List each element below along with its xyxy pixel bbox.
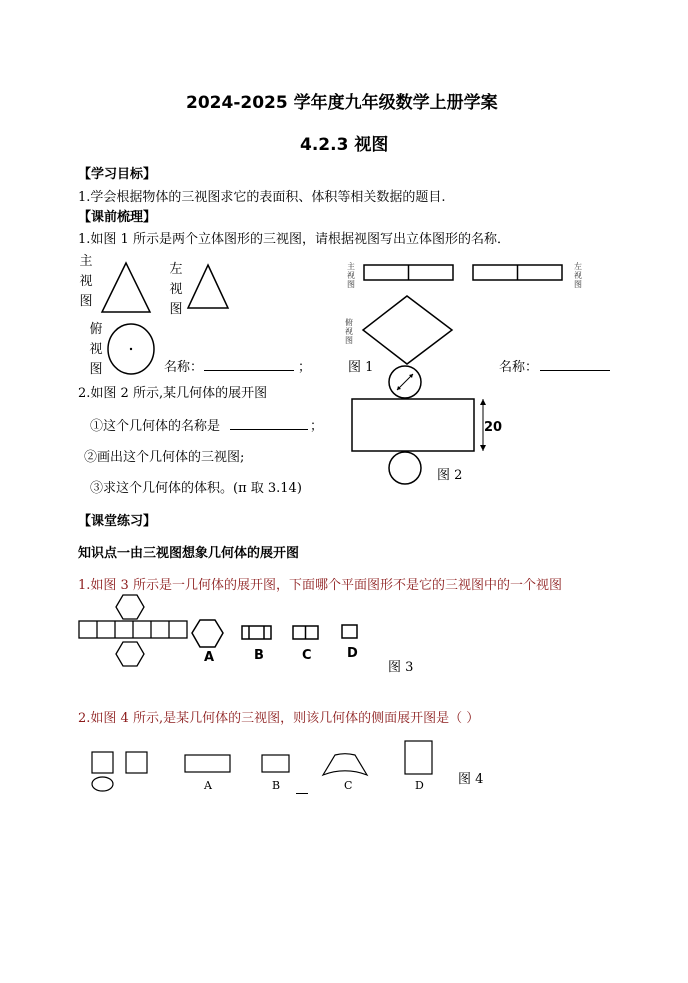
- top-view-label: 俯视图: [89, 322, 103, 377]
- prism-top-view: [362, 295, 454, 367]
- practice-question-1: 1.如图 3 所示是一几何体的展开图，下面哪个平面图形不是它的三视图中的一个视图: [78, 578, 562, 593]
- review-question-1: 1.如图 1 所示是两个立体图形的三视图，请根据视图写出立体图形的名称．: [78, 232, 510, 247]
- left-view-label-small: 左视图: [574, 262, 582, 289]
- option-d-label: D: [347, 646, 358, 661]
- top-view-label-small: 俯视图: [345, 318, 353, 345]
- page-title: 2024-2025 学年度九年级数学上册学案: [186, 93, 498, 113]
- left-view-label: 左视图: [169, 262, 183, 317]
- cone-left-view: [186, 264, 230, 310]
- fig4-option-c-label: C: [344, 779, 353, 792]
- option-c-shape: [292, 625, 320, 641]
- option-a-rectangle: [184, 754, 232, 774]
- option-c-label: C: [302, 648, 312, 663]
- option-d-shape: [341, 624, 359, 640]
- name-label-left: 名称：: [164, 360, 204, 375]
- front-view-label-small: 主视图: [347, 262, 355, 289]
- semicolon: ；: [298, 360, 312, 375]
- option-b-shape: [241, 625, 273, 641]
- dimension-label: 20: [484, 420, 503, 435]
- answer-blank-left[interactable]: [204, 370, 294, 371]
- option-a-hexagon: [191, 619, 225, 649]
- answer-blank-right[interactable]: [540, 370, 610, 371]
- option-b-label: B: [254, 648, 264, 663]
- option-a-label: A: [204, 650, 215, 665]
- prism-left-view: [472, 264, 564, 282]
- cone-front-view: [100, 262, 152, 314]
- fig4-option-a-label: A: [204, 779, 212, 792]
- answer-blank-fig4[interactable]: [296, 793, 308, 794]
- q2-answer-blank[interactable]: [230, 429, 308, 430]
- objective-item: 1.学会根据物体的三视图求它的表面积、体积等相关数据的题目.: [78, 190, 446, 205]
- prism-front-view: [363, 264, 455, 282]
- figure-1-caption: 图 1: [348, 360, 374, 375]
- name-label-right: 名称：: [499, 360, 539, 375]
- q2-sub-3: ③求这个几何体的体积。(π 取 3.14): [90, 481, 302, 496]
- q2-sub-2: ②画出这个几何体的三视图;: [84, 450, 245, 465]
- figure-4-caption: 图 4: [458, 772, 484, 787]
- practice-heading: 【课堂练习】: [78, 514, 157, 529]
- figure-3-caption: 图 3: [388, 660, 414, 675]
- knowledge-point: 知识点一由三视图想象几何体的展开图: [78, 546, 300, 561]
- cylinder-net: [350, 366, 503, 486]
- review-heading: 【课前梳理】: [78, 210, 157, 225]
- option-b-rectangle: [261, 754, 291, 774]
- three-views-figure: [91, 751, 151, 793]
- figure-2-caption: 图 2: [437, 468, 463, 483]
- q2-sub-1: ①这个几何体的名称是: [90, 419, 221, 434]
- option-c-sector: [320, 752, 370, 778]
- option-d-rectangle: [404, 740, 434, 776]
- front-view-label: 主视图: [79, 254, 93, 309]
- hex-prism-net: [78, 593, 190, 669]
- fig4-option-b-label: B: [272, 779, 281, 792]
- page-subtitle: 4.2.3 视图: [300, 135, 389, 155]
- review-question-2: 2.如图 2 所示,某几何体的展开图: [78, 386, 268, 401]
- fig4-option-d-label: D: [415, 779, 424, 792]
- q2-sub-1-end: ；: [310, 419, 324, 434]
- cone-top-view: [106, 322, 156, 376]
- practice-question-2: 2.如图 4 所示,是某几何体的三视图，则该几何体的侧面展开图是（ ）: [78, 711, 480, 726]
- objectives-heading: 【学习目标】: [78, 167, 157, 182]
